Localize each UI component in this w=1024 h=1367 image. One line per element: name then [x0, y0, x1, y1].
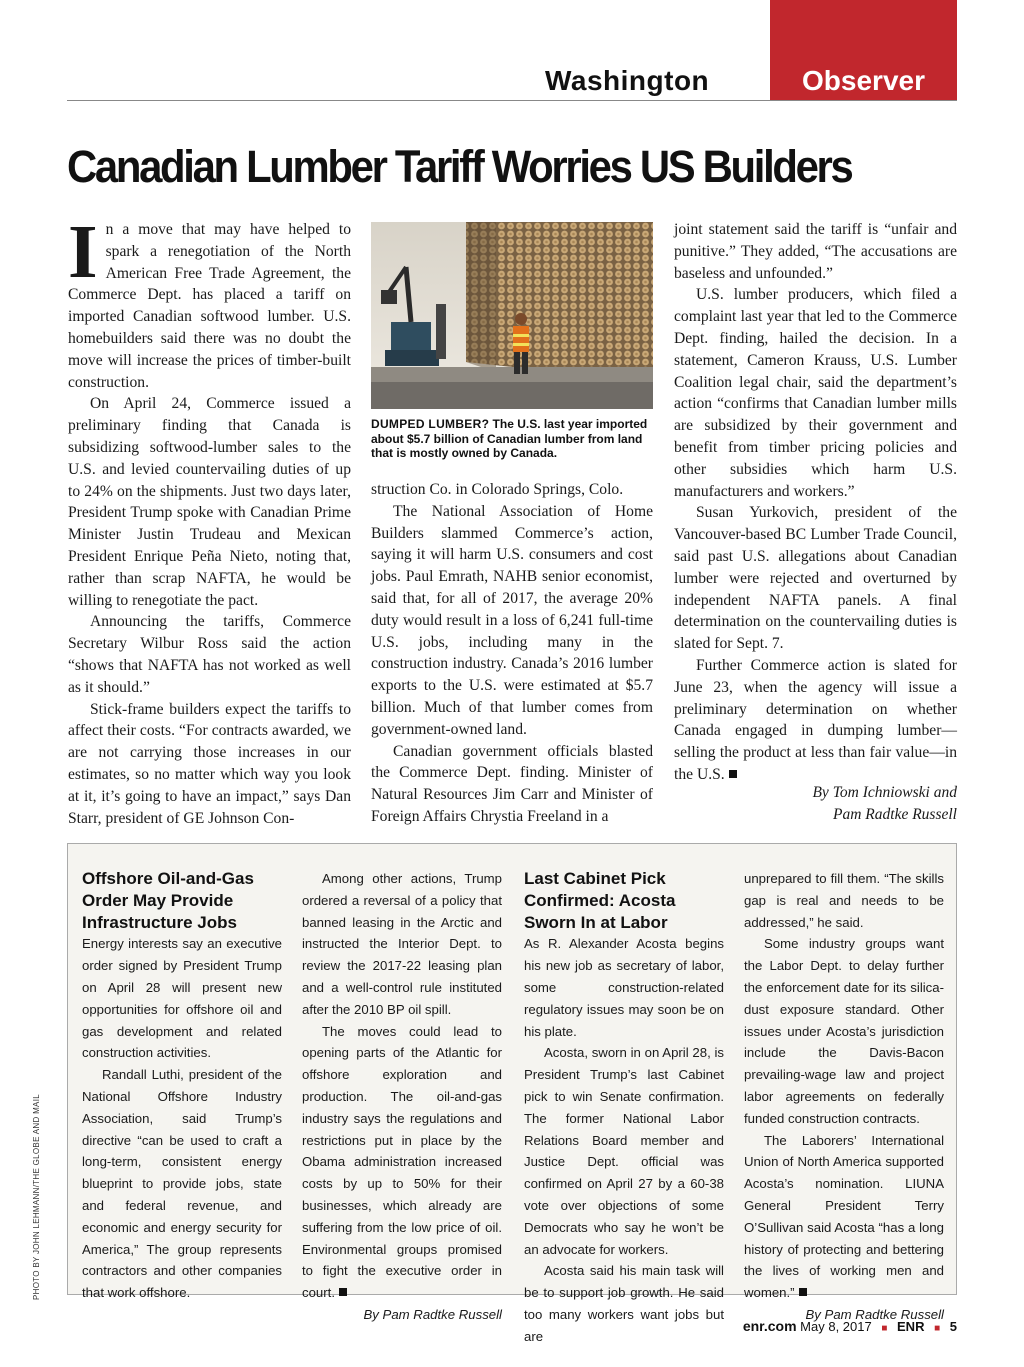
article-paragraph: Announcing the tariffs, Commerce Secretary Wilbur Ross said the action “shows that NAFTA has not worked as well as it should.”	[68, 613, 351, 696]
end-mark-icon	[729, 770, 737, 778]
lumber-photo	[371, 222, 653, 409]
square-bullet-icon: ■	[934, 1323, 941, 1334]
article-paragraph: The National Association of Home Builders slammed Commerce’s action, saying it will harm U.S. consumers and cost jobs. Paul Emrath, NAHB senior economist, said that, for all of 2017, the average 20% duty would result in a loss of 6,241 full-time U.S. jobs, including many in the construction industry. Canada’s 2016 lumber exports to the U.S. were estimated at $5.7 billion. Much of that lumber comes from government-owned land.	[371, 502, 653, 738]
photo-credit: PHOTO BY JOHN LEHMANN/THE GLOBE AND MAIL	[32, 1094, 41, 1300]
article-column-1	[68, 210, 351, 829]
brief-paragraph: Some industry groups want the Labor Dept. to delay further the enforcement date for its silica-dust exposure standard. Other issues under Acosta’s jurisdiction include the Davis-Bacon prevailing-wage law and project labor agreements on federally funded construction contracts.	[744, 936, 944, 1126]
brief-paragraph: As R. Alexander Acosta begins his new job as secretary of labor, some construction-related regulatory issues may soon be on his plate.	[524, 936, 724, 1039]
brief-1-column-2	[302, 868, 502, 1326]
article-paragraph: In a move that may have helped to spark a renegotiation of the North American Free Trade Agreement, the Commerce Dept. has placed a tariff on imported Canadian softwood lumber. U.S. homebuilders said there was no doubt the move will increase the prices of timber-built construction.	[68, 210, 351, 391]
caption-lead: DUMPED LUMBER?	[371, 417, 490, 431]
article-paragraph: joint statement said the tariff is “unfair and punitive.” They added, “The accusations are baseless and unfounded.”	[674, 221, 957, 282]
article-paragraph: On April 24, Commerce issued a preliminary finding that Canada is subsidizing softwood-lumber sales to the U.S. and levied countervailing duties of up to 24% on the shipments. Just two days later, President Trump spoke with Canadian Prime Minister Justin Trudeau and Mexican President Enrique Peña Nieto, noting that, rather than scrap NAFTA, he would be willing to renegotiate the pact.	[68, 395, 351, 609]
end-mark-icon	[799, 1288, 807, 1296]
article-column-3	[674, 219, 957, 786]
article-byline: By Tom Ichniowski and Pam Radtke Russell	[812, 784, 957, 823]
brief-headline: Offshore Oil-and-Gas Order May Provide Infrastructure Jobs	[82, 869, 254, 932]
brief-byline: By Pam Radtke Russell	[363, 1306, 502, 1322]
article-headline: Canadian Lumber Tariff Worries US Builders	[67, 141, 852, 192]
footer-date: May 8, 2017	[800, 1319, 872, 1334]
brief-paragraph: Randall Luthi, president of the National Offshore Industry Association, said Trump’s directive “can be used to craft a long-term, consistent energy blueprint to provide jobs, state and federal revenue, and economic and energy security for America,” The group represents contractors and other companies that work offshore.	[82, 1067, 282, 1301]
caption-text: The U.S. last year imported about $5.7 billion of Canadian lumber from land that is mostly owned by Canada.	[371, 417, 648, 460]
footer-site: enr.com	[742, 1318, 797, 1334]
masthead-red-bar	[770, 0, 957, 66]
brief-paragraph: Acosta, sworn in on April 28, is President Trump’s last Cabinet pick to win Senate confirmation. The former National Labor Relations Board member and Justice Dept. official was confirmed on April 27 by a 60-38 vote over objections of some Democrats who say he won’t be an advocate for workers.	[524, 1045, 724, 1257]
article-column-2	[371, 479, 653, 828]
article-paragraph: struction Co. in Colorado Springs, Colo.	[371, 481, 624, 498]
article-paragraph: Canadian government officials blasted the Commerce Dept. finding. Minister of Natural Resources Jim Carr and Minister of Foreign Affairs Chrystia Freeland in a	[371, 742, 653, 825]
article-paragraph: Stick-frame builders expect the tariffs to affect their costs. “For contracts awarded, we are not carrying those increases in our estimates, so no matter which way you look at it, it’s going to have an impact,” says Dan Starr, president of GE Johnson Con-	[68, 700, 351, 827]
brief-paragraph: Among other actions, Trump ordered a reversal of a policy that banned leasing in the Arctic and instructed the Interior Dept. to review the 2017-22 leasing plan and a well-control rule instituted after the 2010 BP oil spill.	[302, 871, 502, 1017]
article-paragraph: U.S. lumber producers, which filed a complaint last year that led to the Commerce Dept. finding, hailed the decision. In a statement, Cameron Krauss, U.S. Lumber Coalition legal chair, said the department’s action “confirms that Canadian lumber mills are subsidized by their government and benefit from timber pricing policies and other subsidies which harm U.S. manufacturers and workers.”	[674, 286, 957, 500]
brief-2-column-2	[744, 868, 944, 1326]
drop-cap: I	[68, 210, 98, 294]
brief-byline: By Pam Radtke Russell	[805, 1306, 944, 1322]
page-number: 5	[949, 1319, 957, 1334]
brief-1-column-1	[82, 868, 282, 1304]
photo-caption	[371, 417, 653, 461]
brief-paragraph: The moves could lead to opening parts of the Atlantic for offshore exploration and production. The oil-and-gas industry says the regulations and restrictions put in place by the Obama administration increased costs by up to 50% for their businesses, which already are suffering from the low price of oil. Environmental groups promised to fight the executive order in court.	[302, 1023, 502, 1301]
brief-paragraph: Acosta said his main task will be to support job growth. He said too many workers want jobs but are	[524, 1263, 724, 1344]
page-footer	[743, 1318, 957, 1334]
square-bullet-icon: ■	[881, 1323, 888, 1334]
footer-brand: ENR	[897, 1319, 925, 1334]
article-paragraph: Susan Yurkovich, president of the Vancouver-based BC Lumber Trade Council, said past U.S. allegations about Canadian lumber were rejected and overturned by independent NAFTA panels. A final determination on the countervailing duties is slated for Sept. 7.	[674, 504, 957, 653]
brief-2-column-1	[524, 868, 724, 1348]
brief-paragraph: The Laborers’ International Union of North America supported Acosta’s nomination. LIUNA General President Terry O’Sullivan said Acosta “has a long history of protecting and bettering the lives of working men and women.”	[744, 1132, 944, 1301]
section-label-washington: Washington	[545, 65, 710, 96]
brief-paragraph: Energy interests say an executive order signed by President Trump on April 28 will present new opportunities for offshore oil and gas development and related construction activities.	[82, 936, 282, 1061]
brief-headline: Last Cabinet Pick Confirmed: Acosta Sworn In at Labor	[524, 869, 676, 932]
brief-paragraph: unprepared to fill them. “The skills gap is real and needs to be addressed,” he said.	[744, 871, 944, 930]
lumber-stack-image	[371, 222, 653, 409]
article-paragraph: Further Commerce action is slated for June 23, when the agency will issue a preliminary determination on whether Canada engaged in dumping lumber—selling the product at less than fair value—in the U.S.	[674, 656, 957, 783]
end-mark-icon	[339, 1288, 347, 1296]
section-label-observer: Observer	[770, 62, 957, 100]
masthead-rule	[67, 100, 957, 101]
